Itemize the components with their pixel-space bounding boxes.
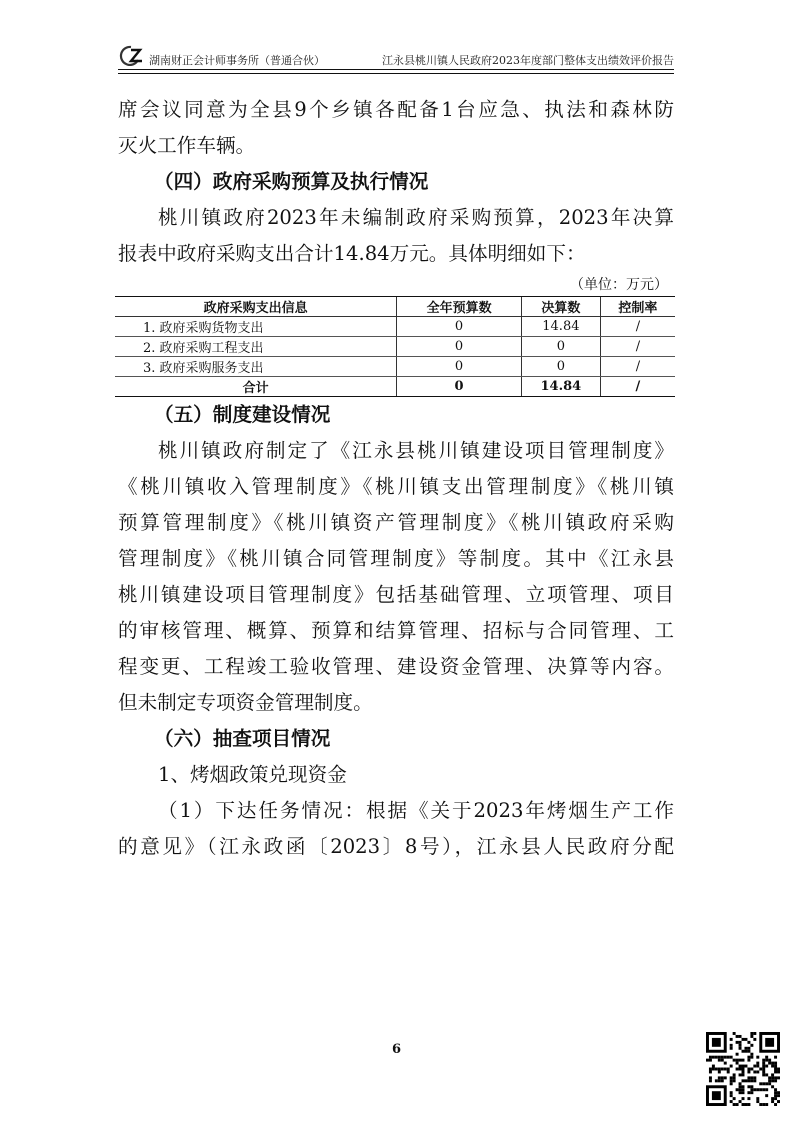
table-cell: / <box>600 337 675 357</box>
paragraph-line: 桃川镇政府制定了《江永县桃川镇建设项目管理制度》 <box>158 439 674 462</box>
paragraph-line: 但未制定专项资金管理制度。 <box>118 691 373 714</box>
paragraph-line: （1）下达任务情况：根据《关于2023年烤烟生产工作 <box>158 799 674 822</box>
item-heading: 1、烤烟政策兑现资金 <box>158 763 347 786</box>
paragraph-line: 管理制度》《桃川镇合同管理制度》等制度。其中《江永县 <box>118 547 674 570</box>
table-cell: 0 <box>397 377 522 397</box>
table-row <box>115 357 675 377</box>
paragraph-line: 桃川镇建设项目管理制度》包括基础管理、立项管理、项目 <box>118 583 674 606</box>
table-cell: 1. 政府采购货物支出 <box>115 317 397 337</box>
table-cell: 14.84 <box>521 317 600 337</box>
procurement-table <box>115 296 675 397</box>
table-cell: 2. 政府采购工程支出 <box>115 337 397 357</box>
table-cell: 3. 政府采购服务支出 <box>115 357 397 377</box>
header-cell: 全年预算数 <box>397 297 522 317</box>
header-rule-thick <box>118 69 674 70</box>
table-row <box>115 337 675 357</box>
table-header-row <box>115 297 675 317</box>
header-cell: 政府采购支出信息 <box>115 297 397 317</box>
table-cell: 合计 <box>115 377 397 397</box>
table-unit: （单位：万元） <box>570 277 668 293</box>
paragraph-line: 《桃川镇收入管理制度》《桃川镇支出管理制度》《桃川镇 <box>118 475 674 498</box>
table-cell: 0 <box>397 357 522 377</box>
table-cell: / <box>600 377 675 397</box>
table-cell: 14.84 <box>521 377 600 397</box>
page-number: 6 <box>391 1042 402 1057</box>
section-heading-5: （五）制度建设情况 <box>154 403 331 426</box>
table-row <box>115 317 675 337</box>
document-body <box>118 92 674 865</box>
table-cell: / <box>600 317 675 337</box>
table-cell: 0 <box>521 337 600 357</box>
section-heading-6: （六）抽查项目情况 <box>154 727 331 750</box>
table-cell: 0 <box>397 317 522 337</box>
paragraph-line: 的意见》（江永政函〔2023〕8号），江永县人民政府分配 <box>118 835 674 858</box>
table-total-row <box>115 377 675 397</box>
paragraph-line: 报表中政府采购支出合计14.84万元。具体明细如下： <box>118 242 586 265</box>
table-cell: 0 <box>521 357 600 377</box>
header-cell: 控制率 <box>600 297 675 317</box>
report-title: 江永县桃川镇人民政府2023年度部门整体支出绩效评价报告 <box>382 54 674 67</box>
header-cell: 决算数 <box>521 297 600 317</box>
paragraph-line: 席会议同意为全县9个乡镇各配备1台应急、执法和森林防 <box>118 98 674 121</box>
firm-logo-icon <box>118 44 150 66</box>
section-heading-4: （四）政府采购预算及执行情况 <box>154 170 429 193</box>
header-rule-thin <box>118 73 674 74</box>
paragraph-line: 预算管理制度》《桃川镇资产管理制度》《桃川镇政府采购 <box>118 511 674 534</box>
paragraph-line: 的审核管理、概算、预算和结算管理、招标与合同管理、工 <box>118 619 674 642</box>
paragraph-line: 程变更、工程竣工验收管理、建设资金管理、决算等内容。 <box>118 655 674 678</box>
page-header <box>118 38 674 68</box>
firm-name: 湖南财正会计师事务所（普通合伙） <box>149 54 325 67</box>
table-cell: / <box>600 357 675 377</box>
qr-code-icon <box>706 1032 780 1106</box>
paragraph-line: 桃川镇政府2023年未编制政府采购预算，2023年决算 <box>158 206 674 229</box>
paragraph-line: 灭火工作车辆。 <box>118 134 256 157</box>
table-cell: 0 <box>397 337 522 357</box>
